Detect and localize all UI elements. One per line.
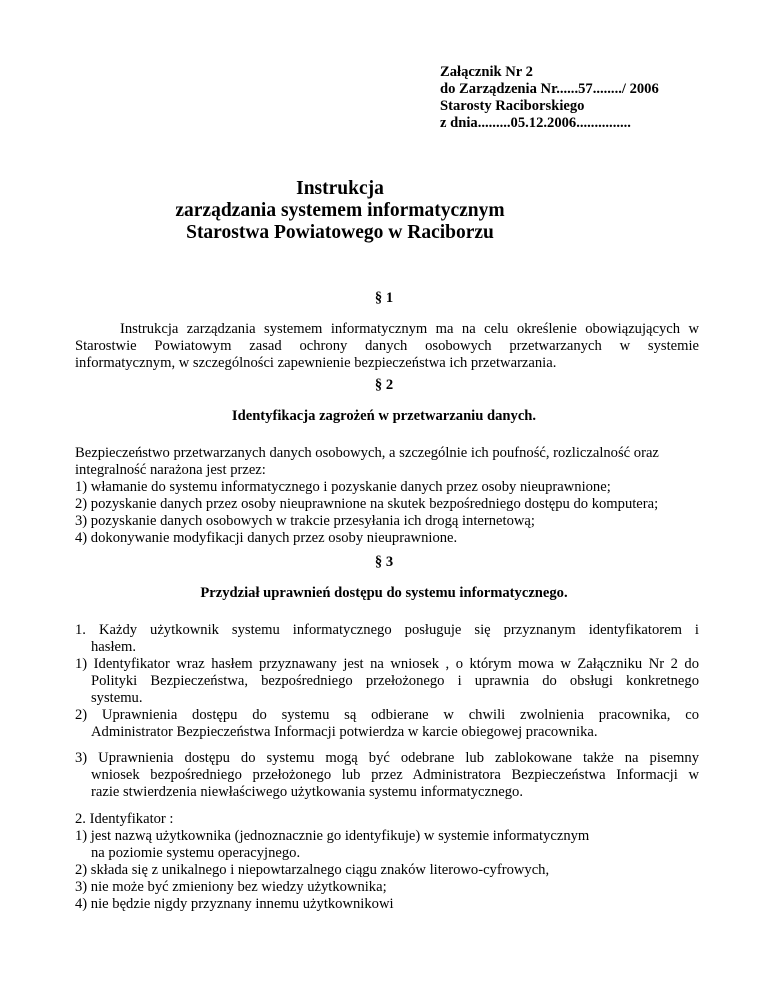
list-item: 2) pozyskanie danych przez osoby nieuprawnione na skutek bezpośredniego dostępu do komputera; [75,496,659,512]
body-line: 3) Uprawnienia dostępu do systemu mogą być odebrane lub zablokowane także na pisemny [75,750,699,766]
section-3-heading: Przydział uprawnień dostępu do systemu informatycznego. [200,585,568,601]
list-item: 4) nie będzie nigdy przyznany innemu użytkownikowi [75,896,394,912]
body-line: 2) Uprawnienia dostępu do systemu są odbierane w chwili zwolnienia pracownika, co [75,707,699,723]
list-item: 1) włamanie do systemu informatycznego i pozyskanie danych przez osoby nieuprawnione; [75,479,611,495]
section-1-body [75,321,699,372]
annex-line: do Zarządzenia Nr......57......../ 2006 [440,81,659,97]
body-line: 1. Każdy użytkownik systemu informatycznego posługuje się przyznanym identyfikatorem i [75,622,699,638]
title-line: zarządzania systemem informatycznym [175,200,505,221]
body-line: razie stwierdzenia niewłaściwego użytkowania systemu informatycznego. [91,784,523,800]
section-3-paragraph-3 [75,811,699,913]
body-line: systemu. [91,690,143,706]
body-line: Polityki Bezpieczeństwa, bezpośredniego przełożonego i uprawnia do obsługi konkretnego [91,673,699,689]
annex-line: Załącznik Nr 2 [440,64,533,80]
title-line: Instrukcja [296,178,384,199]
body-line: Bezpieczeństwo przetwarzanych danych osobowych, a szczególnie ich poufność, rozliczalność oraz [75,445,659,461]
body-line: Instrukcja zarządzania systemem informatycznym ma na celu określenie obowiązujących w [120,321,699,337]
section-2-label: § 2 [374,377,394,393]
section-3-paragraph-1 [75,622,699,741]
section-3-label: § 3 [374,554,394,570]
list-item: 3) nie może być zmieniony bez wiedzy użytkownika; [75,879,387,895]
list-item: na poziomie systemu operacyjnego. [91,845,301,861]
body-line: wniosek bezpośredniego przełożonego lub przez Administratora Bezpieczeństwa Informacji w [91,767,699,783]
annex-line: Starosty Raciborskiego [440,98,585,114]
list-item: 3) pozyskanie danych osobowych w trakcie przesyłania ich drogą internetową; [75,513,535,529]
section-3-paragraph-2 [75,750,699,801]
body-line: integralność narażona jest przez: [75,462,266,478]
list-item: 1) jest nazwą użytkownika (jednoznacznie go identyfikuje) w systemie informatycznym [75,828,590,844]
body-line: 1) Identyfikator wraz hasłem przyznawany jest na wniosek , o którym mowa w Załączniku Nr 2 do [75,656,699,672]
document-title [0,178,680,244]
body-line: Administrator Bezpieczeństwa Informacji potwierdza w karcie obiegowej pracownika. [91,724,598,740]
section-2-body [75,445,699,547]
annex-header [440,64,659,132]
section-2-heading: Identyfikacja zagrożeń w przetwarzaniu danych. [231,408,537,424]
list-item: 4) dokonywanie modyfikacji danych przez osoby nieuprawnione. [75,530,458,546]
body-line: informatycznym, w szczególności zapewnienie bezpieczeństwa ich przetwarzania. [75,355,557,371]
body-line: 2. Identyfikator : [75,811,174,827]
section-1-label: § 1 [374,290,394,306]
annex-line: z dnia.........05.12.2006............... [440,115,631,131]
body-line: hasłem. [91,639,136,655]
title-line: Starostwa Powiatowego w Raciborzu [186,222,494,243]
list-item: 2) składa się z unikalnego i niepowtarzalnego ciągu znaków literowo-cyfrowych, [75,862,550,878]
body-line: Starostwie Powiatowym zasad ochrony danych osobowych przetwarzanych w systemie [75,338,699,354]
